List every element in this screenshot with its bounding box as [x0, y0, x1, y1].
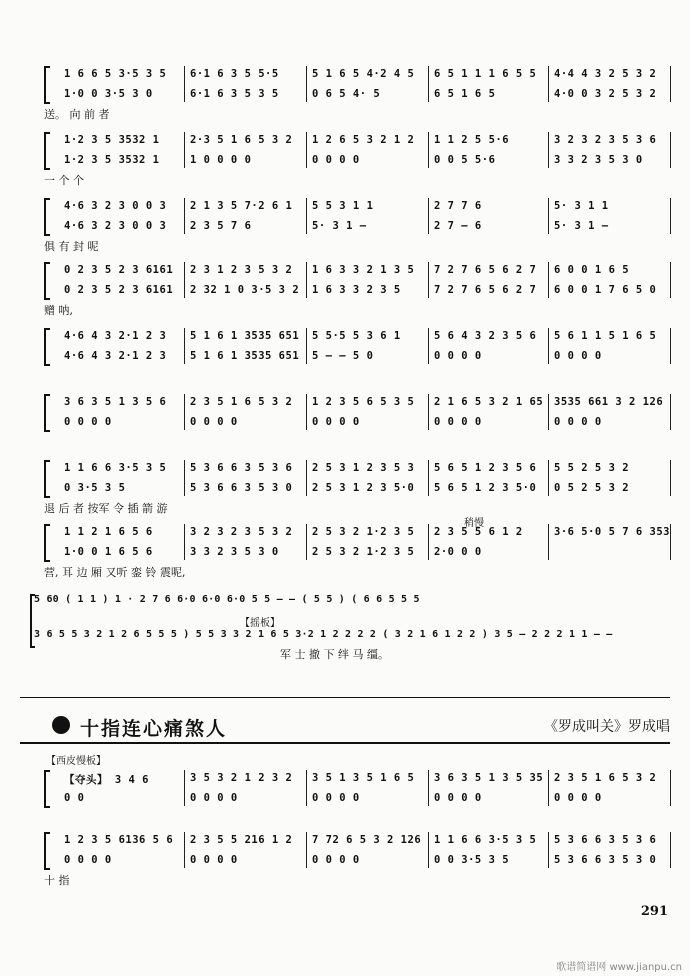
measure: 5 1 6 5 4·2 4 5 — [312, 68, 415, 80]
measure: 0 0 — [64, 792, 85, 804]
bar-line — [306, 66, 307, 102]
page-number: 291 — [640, 904, 668, 919]
measure: 0 0 3·5 3 5 — [434, 854, 510, 866]
measure: 2 1 6 5 3 2 1 65 — [434, 396, 544, 408]
system-bracket — [44, 66, 50, 104]
bar-line — [548, 394, 549, 430]
measure: 6 0 0 1 6 5 — [554, 264, 630, 276]
bar-line — [184, 770, 185, 806]
score-lower-staff — [60, 88, 666, 104]
score-upper-staff — [60, 264, 666, 280]
measure: 5 1 6 1 3535 651 — [190, 330, 300, 342]
measure: 0 0 0 0 — [434, 350, 482, 362]
score-lower-staff — [60, 220, 666, 236]
section-upper-staff — [60, 772, 666, 788]
measure: 1 6 3 3 2 1 3 5 — [312, 264, 415, 276]
measure: 0 0 0 0 — [312, 154, 360, 166]
measure: 2 3 5 1 6 5 3 2 — [190, 396, 293, 408]
section-system — [44, 832, 670, 902]
bar-line — [670, 524, 671, 560]
measure: 4·6 3 2 3 0 0 3 — [64, 200, 167, 212]
score-system — [44, 262, 670, 332]
bar-line — [306, 132, 307, 168]
measure: 6 5 1 6 5 — [434, 88, 496, 100]
bar-line — [670, 394, 671, 430]
score-upper-staff — [60, 134, 666, 150]
bar-line — [548, 524, 549, 560]
score-system — [44, 198, 670, 268]
measure: 0 0 0 0 — [190, 792, 238, 804]
measure: 5 5 3 1 1 — [312, 200, 374, 212]
bar-line — [184, 262, 185, 298]
section-subtitle: 《罗成叫关》罗成唱 — [544, 719, 670, 735]
bar-line — [670, 770, 671, 806]
measure: 1 1 2 5 5·6 — [434, 134, 510, 146]
bar-line — [670, 66, 671, 102]
measure: 3 2 3 2 3 5 3 2 — [190, 526, 293, 538]
extra-tempo: 【摇板】 — [240, 618, 280, 629]
score-lower-staff — [60, 416, 666, 432]
extra-lyrics: 军 士 撤 下 绊 马 缰。 — [280, 648, 389, 661]
bar-line — [428, 66, 429, 102]
measure: 3 3 2 3 5 3 0 — [554, 154, 643, 166]
measure: 3 5 3 2 1 2 3 2 — [190, 772, 293, 784]
measure: 0 0 0 0 — [554, 350, 602, 362]
measure: 0 0 0 0 — [554, 416, 602, 428]
score-upper-staff — [60, 330, 666, 346]
measure: 0 0 0 0 — [312, 854, 360, 866]
measure: 0 0 0 0 — [190, 854, 238, 866]
bar-line — [306, 262, 307, 298]
measure: 5 6 5 1 2 3 5 6 — [434, 462, 537, 474]
bar-line — [670, 132, 671, 168]
bar-line — [670, 460, 671, 496]
watermark: 歌谱简谱网 www.jianpu.cn — [556, 962, 682, 973]
bar-line — [306, 524, 307, 560]
score-upper-staff — [60, 396, 666, 412]
bar-line — [670, 198, 671, 234]
system-bracket — [44, 832, 50, 870]
bar-line — [184, 460, 185, 496]
bar-line — [428, 198, 429, 234]
score-system — [44, 328, 670, 398]
measure: 7 2 7 6 5 6 2 7 — [434, 284, 537, 296]
section-lower-staff — [60, 854, 666, 870]
score-system — [44, 460, 670, 530]
measure: 2 1 3 5 7·2 6 1 — [190, 200, 293, 212]
system-bracket — [44, 460, 50, 498]
measure: 5 1 6 1 3535 651 — [190, 350, 300, 362]
measure: 7 2 7 6 5 6 2 7 — [434, 264, 537, 276]
bar-line — [548, 328, 549, 364]
section-tempo: 【西皮慢板】 — [46, 756, 106, 767]
lyrics-line: 一 个 个 — [44, 174, 84, 187]
system-bracket — [44, 328, 50, 366]
measure: 2 5 3 2 1·2 3 5 — [312, 526, 415, 538]
measure: 1·0 0 1 6 5 6 — [64, 546, 153, 558]
bar-line — [184, 832, 185, 868]
system-bracket — [44, 524, 50, 562]
extra-lower-line: 3 6 5 5 3 2 1 2 6 5 5 5 ) 5 5 3 3 2 1 6 5 3·2 1 2 2 2 2 ( 3 2 1 6 1 2 2 ) 3 5 – 2 2 2 1 1 – – — [34, 629, 613, 640]
measure: 5 6 1 1 5 1 6 5 — [554, 330, 657, 342]
bar-line — [428, 262, 429, 298]
bar-line — [428, 524, 429, 560]
measure: 2 3 5 1 6 5 3 2 — [554, 772, 657, 784]
bar-line — [184, 394, 185, 430]
measure: 2 3 5 5 6 1 2 — [434, 526, 523, 538]
system-bracket — [44, 262, 50, 300]
measure: 0 0 0 0 — [434, 792, 482, 804]
measure: 3 3 2 3 5 3 0 — [190, 546, 279, 558]
measure: 3 6 3 5 1 3 5 6 — [64, 396, 167, 408]
bar-line — [306, 460, 307, 496]
measure: 2 5 3 1 2 3 5 3 — [312, 462, 415, 474]
lyrics-line: 十 指 — [44, 874, 70, 887]
score-lower-staff — [60, 546, 666, 562]
bar-line — [184, 66, 185, 102]
measure: 3 6 3 5 1 3 5 35 — [434, 772, 544, 784]
extra-system — [30, 594, 670, 661]
measure: 1 0 0 0 0 — [190, 154, 252, 166]
measure: 6 0 0 1 7 6 5 0 — [554, 284, 657, 296]
section-title: 十指连心痛煞人 — [80, 718, 228, 740]
measure: 0 0 0 0 — [312, 792, 360, 804]
measure: 1 1 6 6 3·5 3 5 — [64, 462, 167, 474]
measure: 1 6 3 3 2 3 5 — [312, 284, 401, 296]
measure: 3 2 3 2 3 5 3 6 — [554, 134, 657, 146]
bar-line — [670, 262, 671, 298]
measure: 4·6 4 3 2·1 2 3 — [64, 330, 167, 342]
score-upper-staff — [60, 526, 670, 542]
lyrics-line: 俱 有 封 呢 — [44, 240, 99, 253]
bar-line — [306, 832, 307, 868]
bar-line — [548, 132, 549, 168]
bar-line — [670, 328, 671, 364]
lyrics-line: 赠 呐, — [44, 304, 73, 317]
lyrics-line: 退 后 者 按军 令 插 箭 游 — [44, 502, 168, 515]
section-rule — [20, 697, 670, 698]
bar-line — [306, 770, 307, 806]
measure: 2 3 5 5 216 1 2 — [190, 834, 293, 846]
measure: 5· 3 1 – — [554, 220, 609, 232]
bar-line — [184, 328, 185, 364]
measure: 2 3 5 7 6 — [190, 220, 252, 232]
bar-line — [428, 832, 429, 868]
bar-line — [548, 262, 549, 298]
measure: 0 0 0 0 — [64, 416, 112, 428]
lyrics-line — [44, 434, 684, 448]
measure: 3 5 1 3 5 1 6 5 — [312, 772, 415, 784]
measure: 3·6 5·0 5 7 6 353 — [554, 526, 670, 538]
lyrics-line: 营, 耳 边 厢 又听 銮 铃 震呢, — [44, 566, 186, 579]
measure: 0 3·5 3 5 — [64, 482, 126, 494]
measure: 0 5 2 5 3 2 — [554, 482, 630, 494]
measure: 1·2 3 5 3532 1 — [64, 134, 160, 146]
measure: 5 3 6 6 3 5 3 0 — [190, 482, 293, 494]
bar-line — [184, 198, 185, 234]
measure: 0 0 0 0 — [312, 416, 360, 428]
score-system — [44, 518, 670, 594]
bar-line — [548, 460, 549, 496]
bar-line — [306, 328, 307, 364]
measure: 6 5 1 1 1 6 5 5 — [434, 68, 537, 80]
bar-line — [184, 132, 185, 168]
measure: 6·1 6 3 5 3 5 — [190, 88, 279, 100]
bar-line — [306, 394, 307, 430]
measure: 2 3 1 2 3 5 3 2 — [190, 264, 293, 276]
measure: 4·4 4 3 2 5 3 2 — [554, 68, 657, 80]
bar-line — [306, 198, 307, 234]
measure: 5 3 6 6 3 5 3 0 — [554, 854, 657, 866]
system-bracket — [44, 770, 50, 808]
measure: 5 6 5 1 2 3 5·0 — [434, 482, 537, 494]
measure: 1 1 6 6 3·5 3 5 — [434, 834, 537, 846]
bar-line — [428, 460, 429, 496]
measure: 4·6 3 2 3 0 0 3 — [64, 220, 167, 232]
score-lower-staff — [60, 284, 666, 300]
measure: 【夺头】 3 4 6 — [64, 774, 149, 786]
system-bracket — [44, 198, 50, 236]
extra-upper-line: 5 60 ( 1 1 ) 1 · 2 7 6 6·0 6·0 6·0 5 5 – – ( 5 5 ) ( 6 6 5 5 5 — [34, 594, 420, 605]
score-system — [44, 132, 670, 202]
bar-line — [548, 770, 549, 806]
section-system — [44, 770, 670, 840]
measure: 0 0 0 0 — [64, 854, 112, 866]
measure: 5 3 6 6 3 5 3 6 — [190, 462, 293, 474]
measure: 2·0 0 0 — [434, 546, 482, 558]
measure: 1 6 6 5 3·5 3 5 — [64, 68, 167, 80]
measure: 1 2 3 5 6136 5 6 — [64, 834, 174, 846]
section-bullet-icon — [52, 716, 70, 734]
bar-line — [548, 66, 549, 102]
measure: 4·6 4 3 2·1 2 3 — [64, 350, 167, 362]
lyrics-line — [44, 810, 684, 824]
section-upper-staff — [60, 834, 666, 850]
tempo-mark: 稍慢 — [464, 518, 484, 529]
measure: 0 2 3 5 2 3 6161 — [64, 264, 174, 276]
measure: 2 32 1 0 3·5 3 2 — [190, 284, 300, 296]
system-bracket — [44, 394, 50, 432]
measure: 1 2 3 5 6 5 3 5 — [312, 396, 415, 408]
score-lower-staff — [60, 154, 666, 170]
measure: 1 2 6 5 3 2 1 2 — [312, 134, 415, 146]
measure: 1·0 0 3·5 3 0 — [64, 88, 153, 100]
measure: 1·2 3 5 3532 1 — [64, 154, 160, 166]
measure: 5· 3 1 1 — [554, 200, 609, 212]
score-upper-staff — [60, 462, 666, 478]
score-system — [44, 66, 670, 136]
measure: 5· 3 1 – — [312, 220, 367, 232]
system-bracket — [44, 132, 50, 170]
lyrics-line: 送。 向 前 者 — [44, 108, 110, 121]
measure: 4·0 0 3 2 5 3 2 — [554, 88, 657, 100]
measure: 2 7 – 6 — [434, 220, 482, 232]
measure: 2·3 5 1 6 5 3 2 — [190, 134, 293, 146]
bar-line — [670, 832, 671, 868]
measure: 2 7 7 6 — [434, 200, 482, 212]
score-lower-staff — [60, 482, 666, 498]
score-upper-staff — [60, 68, 666, 84]
measure: 0 0 0 0 — [190, 416, 238, 428]
measure: 3535 661 3 2 126 — [554, 396, 664, 408]
bar-line — [428, 770, 429, 806]
score-system — [44, 394, 670, 464]
measure: 0 6 5 4· 5 — [312, 88, 381, 100]
measure: 6·1 6 3 5 5·5 — [190, 68, 279, 80]
measure: 0 0 0 0 — [434, 416, 482, 428]
measure: 5 6 4 3 2 3 5 6 — [434, 330, 537, 342]
measure: 5 – – 5 0 — [312, 350, 374, 362]
bar-line — [548, 198, 549, 234]
lyrics-line — [44, 368, 684, 382]
measure: 5 5·5 5 3 6 1 — [312, 330, 401, 342]
measure: 5 5 2 5 3 2 — [554, 462, 630, 474]
measure: 7 72 6 5 3 2 126 — [312, 834, 422, 846]
score-lower-staff — [60, 350, 666, 366]
bar-line — [548, 832, 549, 868]
bar-line — [184, 524, 185, 560]
measure: 1 1 2 1 6 5 6 — [64, 526, 153, 538]
score-upper-staff — [60, 200, 666, 216]
section-lower-staff — [60, 792, 666, 808]
measure: 0 2 3 5 2 3 6161 — [64, 284, 174, 296]
measure: 2 5 3 2 1·2 3 5 — [312, 546, 415, 558]
bar-line — [428, 394, 429, 430]
measure: 5 3 6 6 3 5 3 6 — [554, 834, 657, 846]
bar-line — [428, 132, 429, 168]
measure: 0 0 0 0 — [554, 792, 602, 804]
section-rule-bottom — [20, 742, 670, 744]
bar-line — [428, 328, 429, 364]
measure: 0 0 5 5·6 — [434, 154, 496, 166]
measure: 2 5 3 1 2 3 5·0 — [312, 482, 415, 494]
